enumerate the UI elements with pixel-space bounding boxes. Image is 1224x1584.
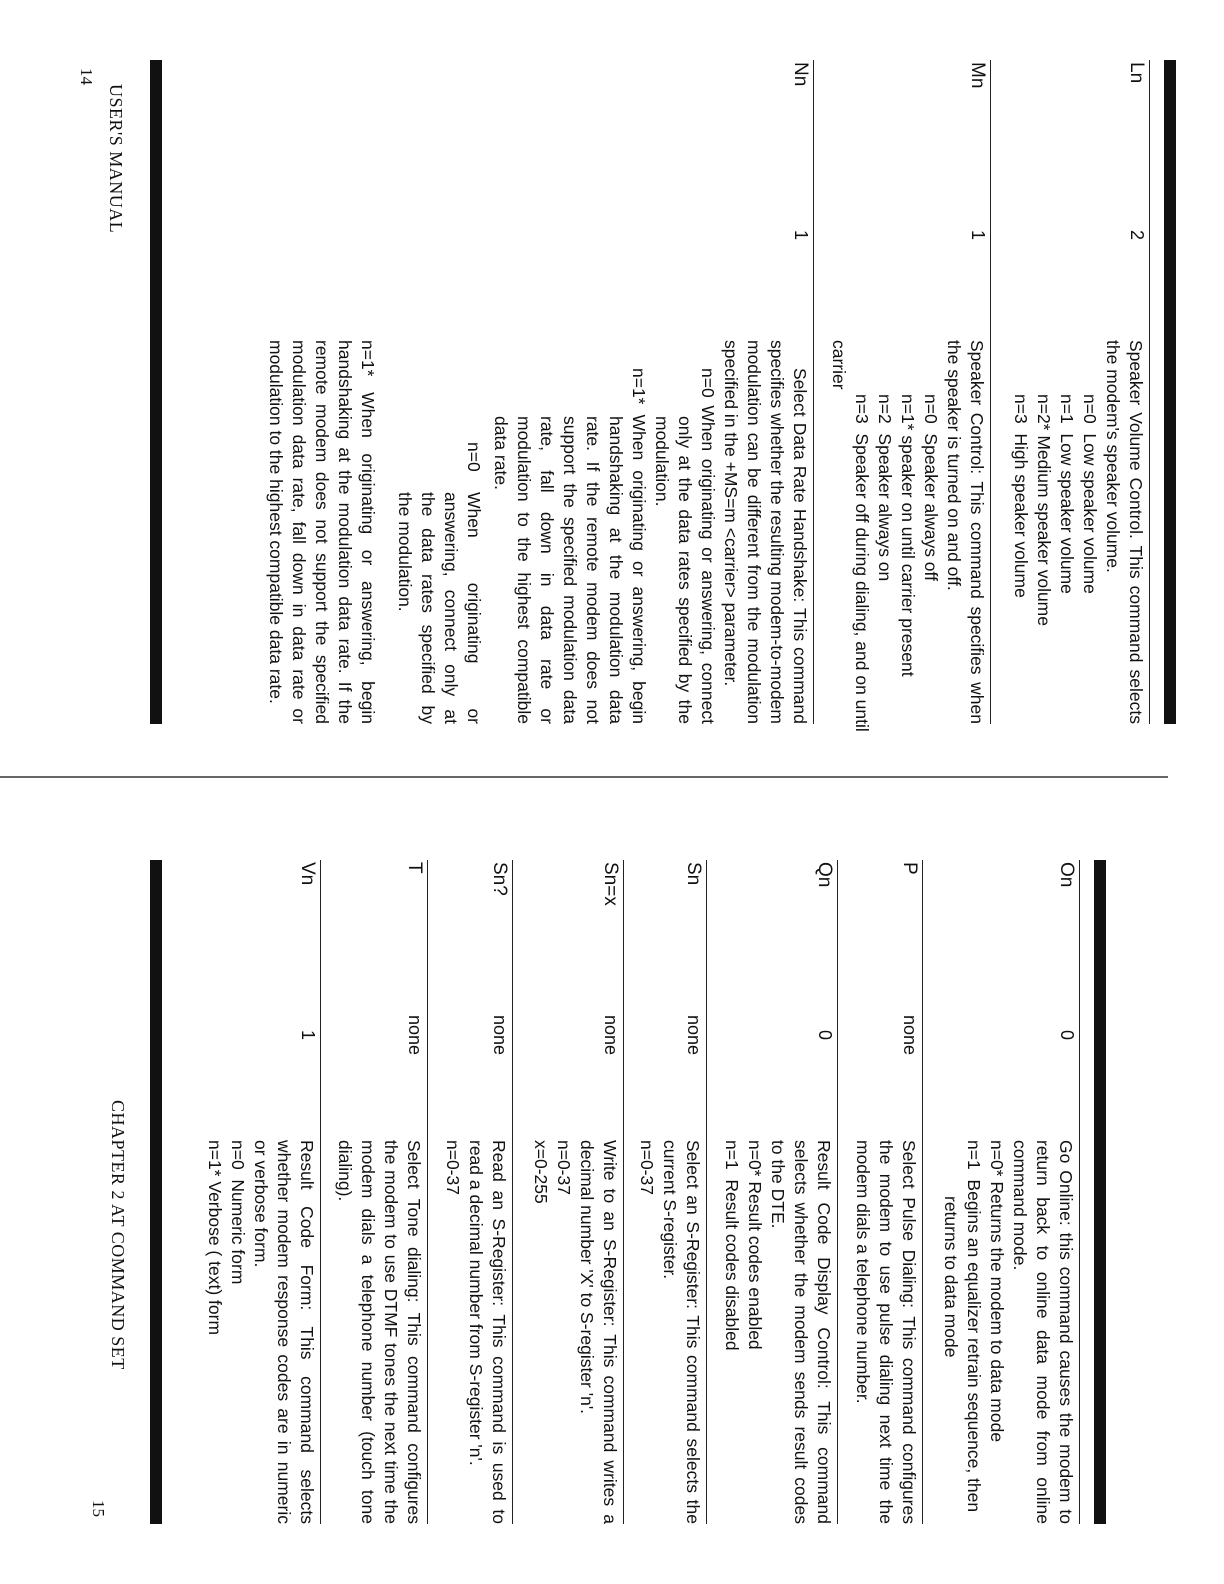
option: n=1 Begins an equalizer retrain sequence, then [964,1140,984,1513]
continuation-text: carrier [829,340,849,390]
default-value: none [490,1014,510,1056]
command-name: Ln [1126,62,1147,84]
description-text: Result Code Display Control: This command selects whether the modem sends result codes to the DTE. [768,1140,834,1524]
default-value: 0 [1057,1029,1077,1040]
description-text: Go Online: this command causes the modem to return back to online data mode from online command mode. [1010,1140,1076,1524]
default-value: none [405,1014,425,1056]
default-value: 1 [791,229,811,240]
option: n=0-37 [554,1140,574,1195]
command-description [720,1140,835,1524]
row-p [838,860,923,1524]
description-text: Read an S-Register: This command is used to read a decimal number from S-register 'n'. [466,1140,509,1524]
command-table-right [194,860,1080,1524]
option: n=0 When originating or answering, connect only at the data rates specified by the modulation. [652,368,718,724]
command-description [333,1140,425,1524]
footer-title: CHAPTER 2 AT COMMAND SET [108,1100,128,1370]
option: n=3 High speaker volume [1011,394,1031,598]
command-name: Sn=x [600,862,621,906]
option: n=1* When originating or answering, begin handshaking at the modulation data rate. If the remote modem does not support the specified modulation data rate, fall down in data rate or modulation to the highest compatible data rate. [491,368,649,724]
page-number: 14 [77,68,96,85]
description-text: Speaker Control: This command specifies when the speaker is turned on and off. [944,340,987,724]
command-table-left [160,60,1150,732]
row-nn [160,60,814,724]
description-text: Select Tone dialing: This command configures the modem to use DTMF tones the next time the modem dials a telephone number (touch tone dialing). [335,1140,424,1524]
option: x=0-255 [531,1140,551,1204]
command-name: P [899,862,920,875]
option: n=1* Verbose ( text) form [205,1140,225,1336]
default-value: 0 [815,1029,835,1040]
row-on [923,860,1080,1524]
default-value: 2 [1127,229,1147,240]
command-description [939,1140,1077,1524]
command-name: Sn [683,862,704,886]
row-ln [991,60,1150,724]
option: n=1 Result codes disabled [722,1140,742,1351]
command-description [441,1140,510,1524]
footer-bar [150,60,162,724]
option: n=2 Speaker always on [875,394,895,582]
row-vn [194,860,321,1524]
option: When originating or answering, connect only at the data rates specified by the modulation. [395,492,484,724]
row-mn [814,60,991,732]
option: n=1* speaker on until carrier present [898,394,918,677]
option: n=0* Result codes enabled [745,1140,765,1350]
option-label: n=0 [464,442,484,472]
command-description [203,1140,318,1524]
description-text: Result Code Form: This command selects whether modem response codes are in numeric or verbose form. [251,1140,317,1524]
option: n=0 Speaker always off [921,394,941,581]
default-value: none [900,1014,920,1056]
command-name: Nn [790,62,811,87]
default-value: none [684,1014,704,1056]
option: n=0-37 [443,1140,463,1195]
command-description [827,340,988,732]
option: n=3 Speaker off during dialing, and on until [852,394,872,732]
row-sn-write [513,860,624,1524]
command-name: Qn [814,862,835,888]
command-name: Sn? [489,862,510,896]
row-qn [707,860,838,1524]
page-number: 15 [89,1500,108,1517]
command-description [264,340,811,724]
page-14 [0,0,1224,760]
option: n=0-37 [637,1140,657,1195]
option: n=0 Numeric form [228,1140,248,1285]
default-value: 1 [298,1029,318,1040]
option: n=2* Medium speaker volume [1034,394,1054,626]
command-description [1009,340,1147,724]
default-value: none [601,1014,621,1056]
command-description [635,1140,704,1524]
command-name: Mn [967,62,988,89]
row-sn-read [428,860,513,1524]
row-sn [624,860,707,1524]
command-name: T [404,862,425,874]
description-text: Select Pulse Dialing: This command configures the modem to use pulse dialing next time the modem dials a telephone number. [853,1140,919,1524]
row-t [321,860,428,1524]
footer-bar [150,860,162,1524]
command-description [851,1140,920,1524]
command-description [529,1140,621,1524]
command-name: On [1056,862,1077,888]
option: n=0 Low speaker volume [1080,394,1100,594]
footer-title: USER'S MANUAL [106,84,126,234]
description-text: Select an S-Register: This command selects the current S-register. [660,1140,703,1524]
option: n=1* When originating or answering, begin handshaking at the modulation data rate. If the remote modem does not support the specified modulation data rate, fall down in data rate or modulation to the highest compatible data rate. [266,340,378,724]
option: n=1 Low speaker volume [1057,394,1077,594]
description-text: Speaker Volume Control. This command selects the modem's speaker volume. [1103,340,1146,724]
option: n=0* Returns the modem to data mode [987,1140,1007,1443]
description-text: Write to an S-Register: This command writes a decimal number 'X' to S-register 'n'. [577,1140,620,1524]
command-name: Vn [297,862,318,886]
header-bar [1094,860,1106,1524]
default-value: 1 [968,229,988,240]
page-gutter [0,776,1168,778]
option-continuation: returns to data mode [941,1196,961,1358]
description-text: Select Data Rate Handshake: This command specifies whether the resulting modem-to-modem modulation can be different from the modulation specified in the +MS=m <carrier> parameter. [721,340,810,724]
page-15 [0,800,1224,1560]
header-bar [1164,60,1176,724]
